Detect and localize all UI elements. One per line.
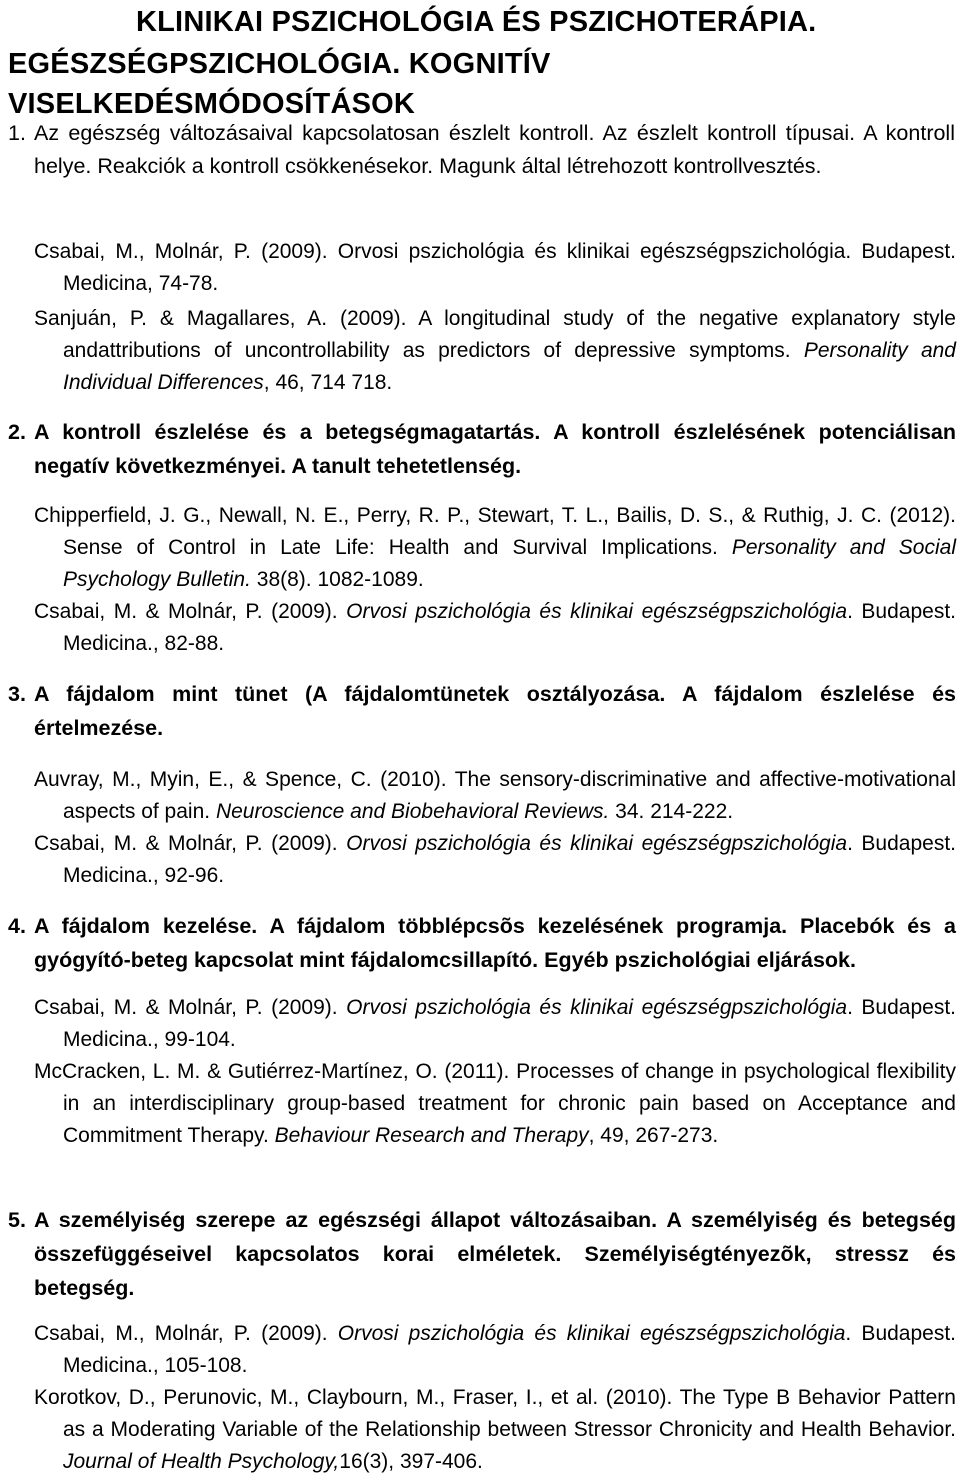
reference-journal: Personality and Individual Differences bbox=[63, 339, 956, 394]
document-title-line-2: EGÉSZSÉGPSZICHOLÓGIA. KOGNITÍV VISELKEDÉSMÓDOSÍTÁSOK bbox=[8, 48, 551, 120]
reference-entry bbox=[34, 236, 956, 300]
reference-source: 16(3), 397-406. bbox=[339, 1450, 483, 1473]
section-3-heading bbox=[8, 677, 956, 745]
reference-journal: Neuroscience and Biobehavioral Reviews. bbox=[215, 800, 610, 823]
reference-authors: Auvray, M., Myin, E., & Spence, C. (2010). bbox=[34, 768, 455, 791]
reference-entry bbox=[34, 1056, 956, 1152]
section-2-heading bbox=[8, 415, 956, 483]
reference-entry bbox=[34, 1318, 956, 1382]
reference-title: A longitudinal study of the negative explanatory style andattributions of uncontrollability as predictors of depressive symptoms. bbox=[63, 307, 956, 362]
reference-journal: Personality and Social Psychology Bulletin. bbox=[63, 536, 956, 591]
reference-entry bbox=[34, 828, 956, 892]
reference-authors: Csabai, M. & Molnár, P. (2009). bbox=[34, 832, 347, 855]
reference-title: Orvosi pszichológia és klinikai egészségpszichológia. bbox=[337, 240, 852, 263]
reference-authors: Chipperfield, J. G., Newall, N. E., Perry, R. P., Stewart, T. L., Bailis, D. S., & Ruthig, J. C. (2012). bbox=[34, 504, 956, 527]
section-heading-text: A fájdalom mint tünet (A fájdalomtünetek osztályozása. A fájdalom észlelése és értelmezése. bbox=[34, 682, 956, 740]
section-heading-text: Az egészség változásaival kapcsolatosan észlelt kontroll. Az észlelt kontroll típusai. A kontroll helye. Reakciók a kontroll csökkenésekor. Magunk által létrehozott kontrollvesztés. bbox=[34, 121, 955, 178]
reference-title: Processes of change in psychological flexibility in an interdisciplinary group-based treatment for chronic pain based on Acceptance and Commitment Therapy. bbox=[63, 1060, 956, 1147]
reference-source: 34. 214-222. bbox=[609, 800, 734, 823]
reference-entry bbox=[34, 303, 956, 399]
reference-journal: Orvosi pszichológia és klinikai egészségpszichológia bbox=[346, 600, 848, 623]
reference-source: . Budapest. Medicina., 99-104. bbox=[63, 996, 956, 1051]
reference-authors: Sanjuán, P. & Magallares, A. (2009). bbox=[34, 307, 419, 330]
section-heading-text: A fájdalom kezelése. A fájdalom többlépcsõs kezelésének programja. Placebók és a gyógyító-beteg kapcsolat mint fájdalomcsillapító. Egyéb pszichológiai eljárások. bbox=[34, 914, 956, 972]
reference-source: . Budapest. Medicina., 82-88. bbox=[63, 600, 956, 655]
reference-authors: Csabai, M. & Molnár, P. (2009). bbox=[34, 600, 347, 623]
section-heading-text: A személyiség szerepe az egészségi állapot változásaiban. A személyiség és betegség összefüggéseivel kapcsolatos korai elméletek. Személyiségtényezõk, stressz és betegség. bbox=[34, 1208, 956, 1300]
reference-source: , 49, 267-273. bbox=[588, 1124, 719, 1147]
reference-title: The Type B Behavior Pattern as a Moderating Variable of the Relationship between Stressor Chronicity and Health Behavior. bbox=[63, 1386, 956, 1441]
reference-journal: Orvosi pszichológia és klinikai egészségpszichológia bbox=[346, 832, 848, 855]
reference-source: , 46, 714 718. bbox=[263, 371, 393, 394]
reference-source: . Budapest. Medicina., 92-96. bbox=[63, 832, 956, 887]
reference-entry bbox=[34, 596, 956, 660]
section-heading-text: A kontroll észlelése és a betegségmagatartás. A kontroll észlelésének potenciálisan negatív következményei. A tanult tehetetlenség. bbox=[34, 420, 956, 478]
reference-entry bbox=[34, 992, 956, 1056]
reference-authors: Csabai, M. & Molnár, P. (2009). bbox=[34, 996, 347, 1019]
reference-journal: Orvosi pszichológia és klinikai egészségpszichológia bbox=[337, 1322, 846, 1345]
reference-authors: McCracken, L. M. & Gutiérrez-Martínez, O. (2011). bbox=[34, 1060, 517, 1083]
reference-journal: Journal of Health Psychology, bbox=[63, 1450, 340, 1473]
reference-source: . Budapest. Medicina., 105-108. bbox=[63, 1322, 957, 1377]
reference-source: 38(8). 1082-1089. bbox=[250, 568, 424, 591]
reference-title: The sensory-discriminative and affective-motivational aspects of pain. bbox=[63, 768, 957, 823]
section-number: 5. bbox=[8, 1208, 26, 1232]
section-5-heading bbox=[8, 1203, 956, 1305]
reference-title: Sense of Control in Late Life: Health and Survival Implications. bbox=[63, 536, 732, 559]
reference-source: Budapest. Medicina, 74-78. bbox=[63, 240, 956, 295]
document-title-line-1: KLINIKAI PSZICHOLÓGIA ÉS PSZICHOTERÁPIA. bbox=[136, 6, 817, 38]
reference-journal: Orvosi pszichológia és klinikai egészségpszichológia bbox=[346, 996, 848, 1019]
reference-entry bbox=[34, 500, 956, 596]
section-number: 4. bbox=[8, 914, 26, 938]
reference-journal: Behaviour Research and Therapy bbox=[274, 1124, 589, 1147]
reference-authors: Csabai, M., Molnár, P. (2009). bbox=[34, 240, 338, 263]
reference-authors: Csabai, M., Molnár, P. (2009). bbox=[34, 1322, 338, 1345]
section-1-heading bbox=[8, 117, 955, 183]
section-number: 1. bbox=[8, 121, 26, 145]
section-4-heading bbox=[8, 909, 956, 977]
reference-entry bbox=[34, 1382, 956, 1478]
section-number: 2. bbox=[8, 420, 26, 444]
reference-authors: Korotkov, D., Perunovic, M., Claybourn, M., Fraser, I., et al. (2010). bbox=[34, 1386, 680, 1409]
reference-entry bbox=[34, 764, 956, 828]
section-number: 3. bbox=[8, 682, 26, 706]
